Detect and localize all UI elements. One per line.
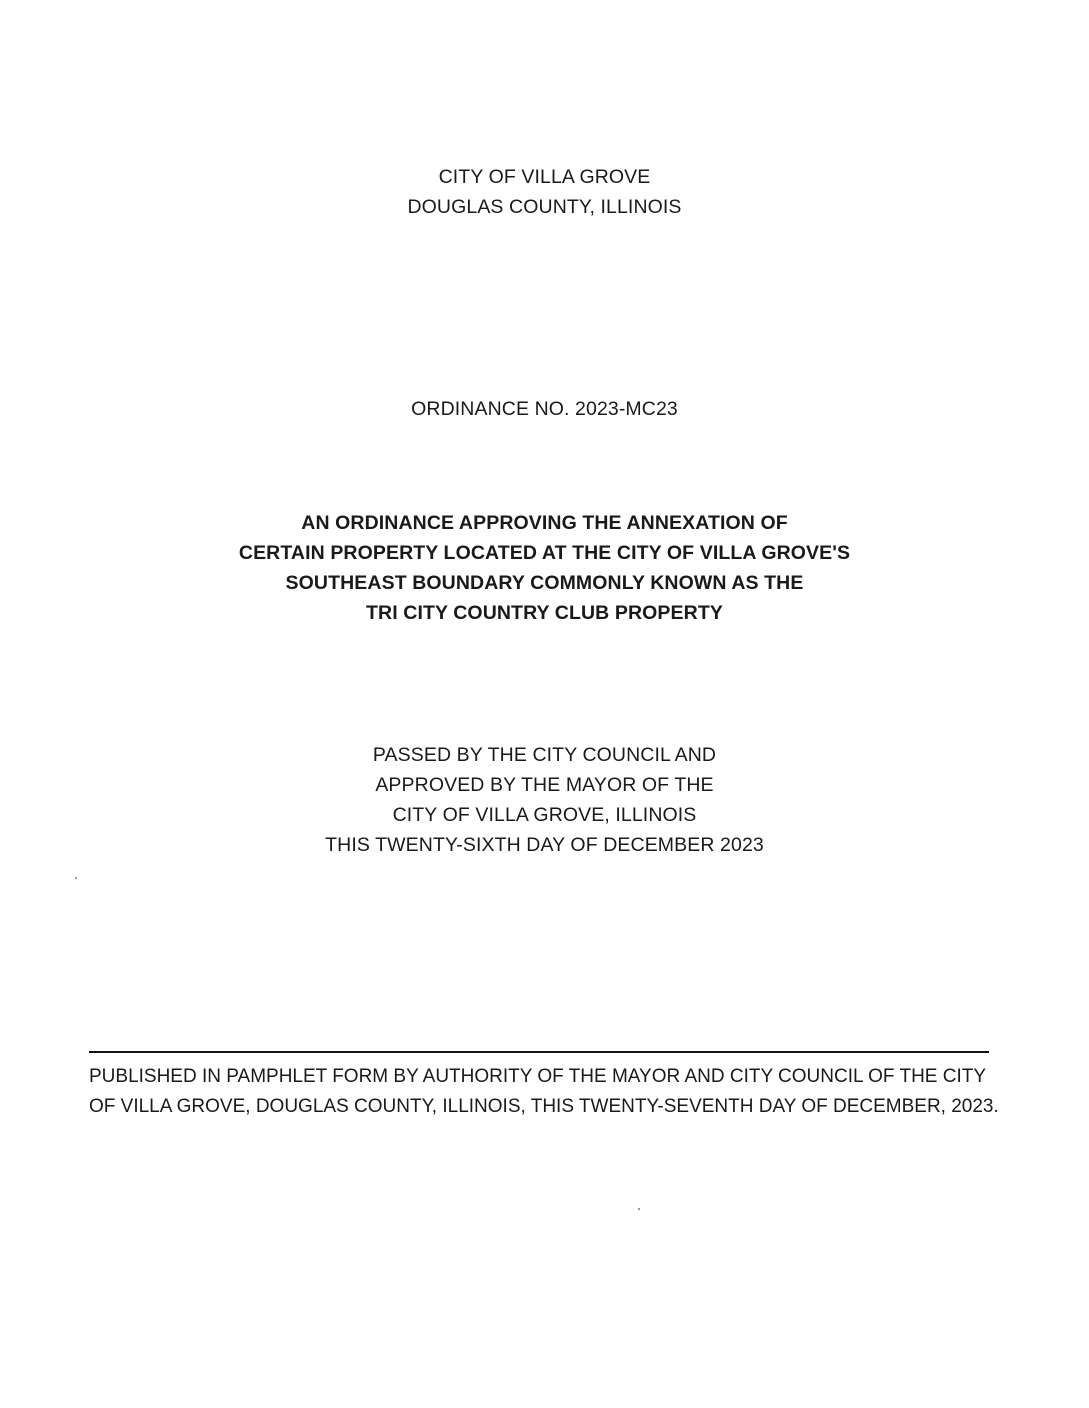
passed-line: CITY OF VILLA GROVE, ILLINOIS [392,804,697,826]
scan-speck [638,1208,640,1210]
title-line: SOUTHEAST BOUNDARY COMMONLY KNOWN AS THE [285,572,804,594]
title-line: CERTAIN PROPERTY LOCATED AT THE CITY OF VILLA GROVE'S [238,542,851,564]
published-line: PUBLISHED IN PAMPHLET FORM BY AUTHORITY OF THE MAYOR AND CITY COUNCIL OF THE CITY [89,1066,987,1087]
publication-notice [89,1062,999,1122]
document-header [0,162,1089,222]
city-name: CITY OF VILLA GROVE [438,166,651,188]
title-line: TRI CITY COUNTRY CLUB PROPERTY [366,602,723,624]
passed-line: APPROVED BY THE MAYOR OF THE [375,774,714,796]
scan-speck [75,877,77,879]
title-line: AN ORDINANCE APPROVING THE ANNEXATION OF [301,512,788,534]
county-name: DOUGLAS COUNTY, ILLINOIS [407,196,682,218]
passed-statement [0,740,1089,860]
ordinance-number: ORDINANCE NO. 2023-MC23 [411,398,678,420]
ordinance-title [0,508,1089,628]
passed-line: THIS TWENTY-SIXTH DAY OF DECEMBER 2023 [325,834,764,856]
horizontal-rule [89,1051,989,1053]
published-line: OF VILLA GROVE, DOUGLAS COUNTY, ILLINOIS, THIS TWENTY-SEVENTH DAY OF DECEMBER, 2023. [89,1096,999,1117]
passed-line: PASSED BY THE CITY COUNCIL AND [372,744,717,766]
